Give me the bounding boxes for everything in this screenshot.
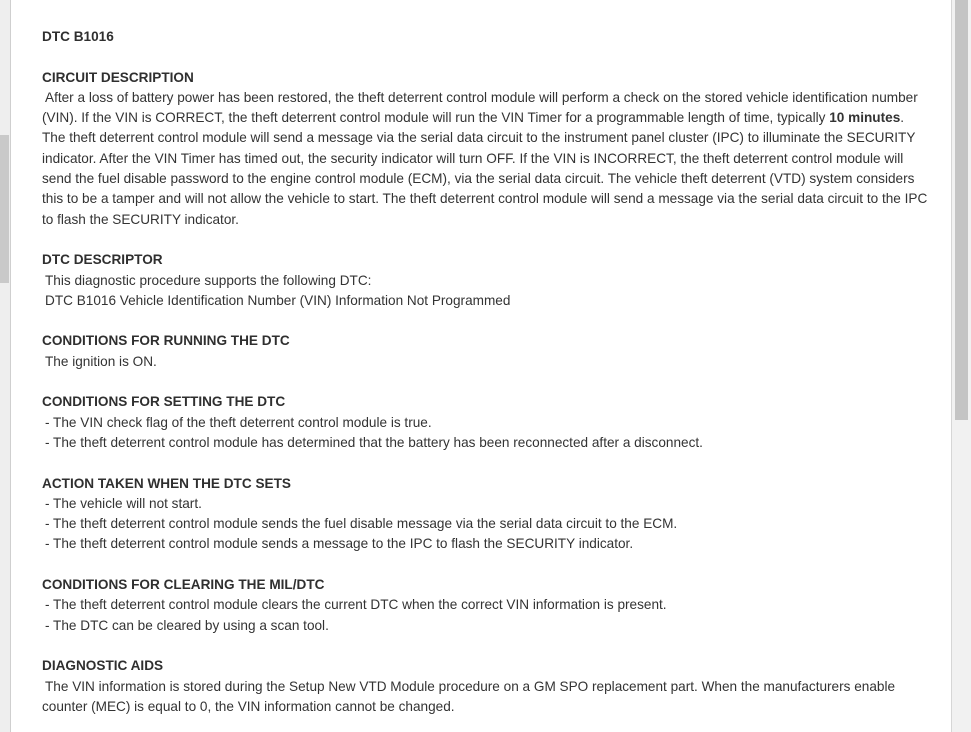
list-item: - The theft deterrent control module sends a message to the IPC to flash the SECURITY indicator. [45, 536, 634, 552]
list-item: - The VIN check flag of the theft deterrent control module is true. [45, 414, 432, 430]
dtc-title-section [42, 27, 928, 47]
conditions-running-heading: CONDITIONS FOR RUNNING THE DTC [42, 333, 290, 349]
vertical-scrollbar[interactable] [952, 0, 971, 732]
dtc-title: DTC B1016 [42, 29, 114, 44]
circuit-text-part2: . The theft deterrent control module will send a message via the serial data circuit to the instrument panel cluster (IPC) to illuminate the SECURITY indicator. After the VIN Timer has timed out, the security indicator will turn OFF. If the VIN is INCORRECT, the theft deterrent control module will send the fuel disable password to the engine control module (ECM), via the serial data circuit. The vehicle theft deterrent (VTD) system considers this to be a tamper and will not allow the vehicle to start. The theft deterrent control module will send a message via the serial data circuit to the IPC to flash the SECURITY indicator. [42, 110, 928, 227]
circuit-description-section [42, 68, 928, 230]
document-content [42, 27, 928, 732]
diagnostic-aids-heading: DIAGNOSTIC AIDS [42, 658, 164, 674]
conditions-setting-heading: CONDITIONS FOR SETTING THE DTC [42, 394, 286, 410]
left-scroll-track[interactable] [0, 0, 10, 732]
conditions-setting-section [42, 392, 928, 453]
list-item: - The theft deterrent control module clears the current DTC when the correct VIN information is present. [45, 597, 667, 613]
conditions-running-text: The ignition is ON. [45, 353, 157, 369]
list-item: - The DTC can be cleared by using a scan tool. [45, 617, 329, 633]
conditions-clearing-heading: CONDITIONS FOR CLEARING THE MIL/DTC [42, 577, 325, 593]
document-panel [10, 0, 952, 732]
left-scroll-thumb[interactable] [0, 135, 9, 283]
circuit-description-text [42, 88, 928, 230]
action-taken-heading: ACTION TAKEN WHEN THE DTC SETS [42, 475, 291, 491]
dtc-descriptor-line: DTC B1016 Vehicle Identification Number (VIN) Information Not Programmed [45, 292, 511, 308]
list-item: - The theft deterrent control module has determined that the battery has been reconnected after a disconnect. [45, 434, 703, 450]
circuit-text-part1: After a loss of battery power has been restored, the theft deterrent control module will perform a check on the stored vehicle identification number (VIN). If the VIN is CORRECT, the theft deterrent control module will run the VIN Timer for a programmable length of time, typically [42, 89, 918, 126]
dtc-descriptor-heading: DTC DESCRIPTOR [42, 252, 163, 268]
conditions-clearing-section [42, 575, 928, 636]
dtc-descriptor-line: This diagnostic procedure supports the following DTC: [45, 272, 372, 288]
diagnostic-aids-section [42, 656, 928, 717]
dtc-descriptor-section [42, 250, 928, 311]
list-item: - The vehicle will not start. [45, 495, 202, 511]
scrollbar-thumb[interactable] [955, 0, 968, 420]
list-item: - The theft deterrent control module sends the fuel disable message via the serial data circuit to the ECM. [45, 516, 678, 532]
circuit-description-heading: CIRCUIT DESCRIPTION [42, 69, 194, 85]
action-taken-section [42, 474, 928, 555]
circuit-text-bold: 10 minutes [829, 110, 901, 126]
conditions-running-section [42, 331, 928, 372]
diagnostic-aids-text: The VIN information is stored during the Setup New VTD Module procedure on a GM SPO replacement part. When the manufacturers enable counter (MEC) is equal to 0, the VIN information cannot be changed. [42, 678, 896, 714]
